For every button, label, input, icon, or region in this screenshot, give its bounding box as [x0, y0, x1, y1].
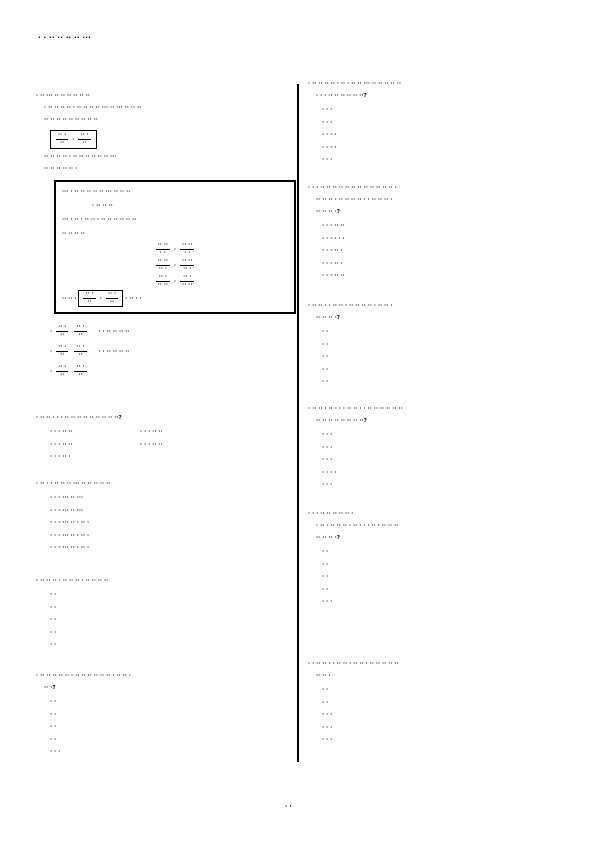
page-number: · · [285, 803, 292, 810]
question-9-option[interactable]: · · · [322, 457, 333, 463]
question-10-option[interactable]: · · [322, 586, 329, 593]
frame-fraction-row-1: $\frac{\cdot\cdot \cdot\cdot}{\cdot \cdot}$ · $\frac{\cdot\cdot \cdot\cdot}{\cdot \cdot}$ [157, 242, 193, 256]
question-4-option[interactable]: · · [50, 604, 57, 611]
question-1 [36, 92, 288, 382]
question-1-option-b[interactable]: · $\frac{\cdot\cdot \cdot}{\cdot\cdot}$ $\frac{\cdot\cdot \cdot}{\cdot\cdot}$ · · ·· ·· ·· ·· [50, 344, 130, 358]
question-11 [308, 660, 558, 747]
question-2-option[interactable]: · · · ·· · [50, 454, 71, 460]
question-10 [308, 510, 558, 609]
question-11-option[interactable]: · · · [322, 712, 333, 718]
question-2-option[interactable]: · · · ·· ·· [140, 429, 163, 435]
question-7-option[interactable]: · · · ·· · [322, 260, 343, 267]
frame-answer-row [62, 290, 288, 308]
question-5-text-cont: ·· ·? [44, 685, 56, 691]
question-4-option[interactable]: · · [50, 617, 57, 623]
question-6-option[interactable]: · · · · [322, 144, 337, 151]
question-6-option[interactable]: · · · [322, 119, 333, 126]
question-3-option[interactable]: · · · ··· ·· ··· [50, 495, 84, 501]
question-9 [308, 405, 558, 492]
question-10-option[interactable]: · · [322, 561, 329, 568]
question-10-option[interactable]: · · · [322, 599, 333, 605]
question-5 [36, 672, 288, 759]
question-3-text: · ·· · · ·· ·· ·· ··· ·· ·· ·· ·· ·· [36, 481, 111, 487]
question-5-option[interactable]: · · [50, 699, 57, 705]
question-6-option[interactable]: · · · [322, 157, 333, 163]
question-6-option[interactable]: · · · [322, 107, 333, 113]
question-7-text-cont: ·· ·· ·· · ·· ·· ·· ·· · · ·· ·· ·· · [316, 197, 393, 203]
question-6-text-cont: · · · ·· ·· ·· ·· ·· ··? [316, 93, 367, 99]
question-9-option[interactable]: · · · [322, 432, 333, 438]
frame-line-4: ·· ·· ·· ·· [62, 231, 85, 237]
question-4 [36, 577, 288, 652]
question-10-text-cont: · ·· · ·· ·· ·· · ·· · · · ·· · ·· ·· ·· [316, 523, 399, 529]
question-9-option[interactable]: · · · [322, 482, 333, 488]
page-header: · · ·· ·· ·· ·· ··· [38, 34, 91, 42]
frame-line-3: ··· · ·· · ·· ·· · ·· ·· ·· ·· ·· ·· [62, 217, 137, 223]
question-4-option[interactable]: · · [50, 629, 57, 636]
question-11-text: · · ·· ·· · · ·· ·· · ·· ·· · ·· ·· ·· ·· ·· [308, 661, 399, 667]
question-7-text-cont2: ·· ·· ·· ·? [316, 209, 340, 215]
question-10-option[interactable]: · · [322, 574, 329, 580]
frame-line-2: · ·· ·· ·· [92, 203, 113, 209]
frame-answer-suffix: · ·· · · [125, 296, 142, 302]
question-3-option[interactable]: · · · ··· ·· ··· [50, 507, 84, 514]
question-8-option[interactable]: · · [322, 354, 329, 360]
question-8-text: · ·· ·· · · ·· ·· · ·· ·· ·· ·· · ·· ·· · [308, 303, 393, 309]
option-text: · ·· ·· ·· ·· [102, 329, 130, 335]
question-1-worked-frame [54, 180, 296, 314]
column-divider [297, 84, 299, 762]
question-9-text-cont: ·· ·· ·· ·· ·· ·· ·· ··? [316, 418, 367, 424]
question-6-option[interactable]: · · · · [322, 132, 337, 138]
question-3-option[interactable]: · · · ··· ·· · ·· · [50, 520, 90, 526]
question-9-option[interactable]: · · · [322, 444, 333, 451]
question-6-text: · ·· ·· ·· ·· · ·· · ·· ·· ··· ·· ·· ·· ·· ·· [308, 81, 401, 87]
question-5-option[interactable]: · · · [50, 749, 61, 755]
question-1-text: · ·· ·· ·· ·· · ·· ·· ·· ·· ··· ·· ··· ·· ·· ·· [44, 105, 142, 111]
question-11-option[interactable]: · · [322, 699, 329, 706]
question-4-option[interactable]: · · [50, 592, 57, 598]
question-8-option[interactable]: · · [322, 379, 329, 385]
question-1-option-c[interactable]: · $\frac{\cdot\cdot \cdot}{\cdot\cdot}$ $\frac{\cdot\cdot \cdot}{\cdot\cdot}$ [50, 364, 85, 378]
question-1-text-line4: ·· ·· ·· ·· · ·· ·· ·· ·· ·· ·· ··· [44, 154, 117, 160]
question-2-text: · ·· ·· · · · ·· ·· ·· ·· ·· ·· ·· ·· ··? [36, 415, 122, 421]
question-3-option[interactable]: · · · ··· ·· · ·· · [50, 532, 90, 539]
question-5-option[interactable]: · · [50, 711, 57, 718]
question-11-text-cont: ·· ·· · [316, 673, 331, 679]
question-7 [308, 184, 558, 283]
question-10-text: · · · ·· ·· ·· ·· ·· · [308, 511, 354, 517]
frame-answer-highlight: $\frac{\cdot\cdot \cdot}{\cdot\cdot}$ · $\frac{\cdot\cdot \cdot}{\cdot\cdot}$ [78, 290, 123, 307]
question-7-text: · · · ·· ·· ·· ·· ·· ·· ·· ·· ·· ·· ·· ·· · [308, 185, 397, 191]
question-7-option[interactable]: · · · ·· ·· [322, 223, 345, 229]
question-1-text-line5: ·· ·· ·· ·· ·· · [44, 166, 78, 172]
question-7-option[interactable]: · · · · · · [322, 235, 345, 242]
question-8 [308, 302, 558, 389]
question-2-option[interactable]: · · · ·· ·· [140, 441, 163, 448]
question-7-option[interactable]: · · · ·· · [322, 248, 343, 254]
question-11-option[interactable]: · · · [322, 724, 333, 731]
question-4-option[interactable]: · · [50, 642, 57, 648]
question-2-option[interactable]: · · · ·· ·· [50, 429, 73, 435]
fraction: $\frac{\cdot\cdot \cdot}{\cdot\cdot}$ [80, 132, 89, 146]
frame-answer-label: ·· ·· · [62, 296, 77, 302]
question-4-text: · ·· ·· ·· · ·· ·· ·· · ·· ·· ·· ·· [36, 578, 109, 584]
question-3-option[interactable]: · · · ··· ·· · ·· · [50, 545, 90, 551]
question-11-option[interactable]: · · [322, 687, 329, 693]
question-7-option[interactable]: · · · ·· ·· [322, 273, 345, 279]
question-8-option[interactable]: · · [322, 366, 329, 373]
question-1-text-cont: ·· ·· ·· ·· ·· ·· ·· ·· ·· [44, 117, 98, 123]
question-10-option[interactable]: · · [322, 549, 329, 555]
question-11-option[interactable]: · · · [322, 737, 333, 743]
frame-fraction-row-3: $\frac{\cdot\cdot \cdot}{\cdot\cdot \cdot\cdot}$ · $\frac{\cdot\cdot \cdot}{\cdot\cdot \cdot\cdot}$ [157, 274, 193, 288]
fraction: $\frac{\cdot\cdot \cdot}{\cdot\cdot}$ [58, 132, 67, 146]
question-1-option-a[interactable]: · $\frac{\cdot\cdot \cdot}{\cdot\cdot}$ $\frac{\cdot\cdot \cdot}{\cdot\cdot}$ · · ·· ·· ·· ·· [50, 324, 130, 338]
question-9-option[interactable]: · · · · [322, 469, 337, 476]
frame-line-1: ··· · ·· ·· ·· ·· ·· ··· ·· ·· ·· [62, 189, 131, 195]
frame-fraction-row-2: $\frac{\cdot\cdot \cdot\cdot}{\cdot\cdot \cdot}$ · $\frac{\cdot\cdot \cdot\cdot}{\cdot\cdot \cdot}$ [157, 258, 193, 272]
question-5-text: · ·· ·· ·· ·· ·· · ·· ·· ·· ·· ·· ·· · ·· ·· · [36, 673, 131, 679]
question-8-text-cont: ·· ·· ·· ·? [316, 315, 340, 321]
question-5-option[interactable]: · · [50, 724, 57, 730]
question-1-heading: · ·· ··· ·· ·· ·· ·· ·· ·· [36, 93, 90, 99]
question-6 [308, 80, 558, 167]
question-2 [36, 414, 288, 464]
question-8-option[interactable]: · · [322, 341, 329, 348]
question-3 [36, 480, 288, 555]
question-1-boxed-expression: $\frac{\cdot\cdot \cdot}{\cdot\cdot}$ · $\frac{\cdot\cdot \cdot}{\cdot\cdot}$ [50, 130, 97, 149]
question-10-text-cont2: ·· ·· ·· ·? [316, 535, 340, 541]
question-8-option[interactable]: · · [322, 329, 329, 335]
question-9-text: · ·· ·· · ·· · · · ·· ·· · · ·· ·· ·· ·· ·· ·· [308, 406, 403, 412]
question-5-option[interactable]: · · [50, 736, 57, 743]
question-2-option[interactable]: · · · ·· ·· [50, 441, 73, 448]
option-text: · ·· ·· ·· ·· [102, 349, 130, 355]
